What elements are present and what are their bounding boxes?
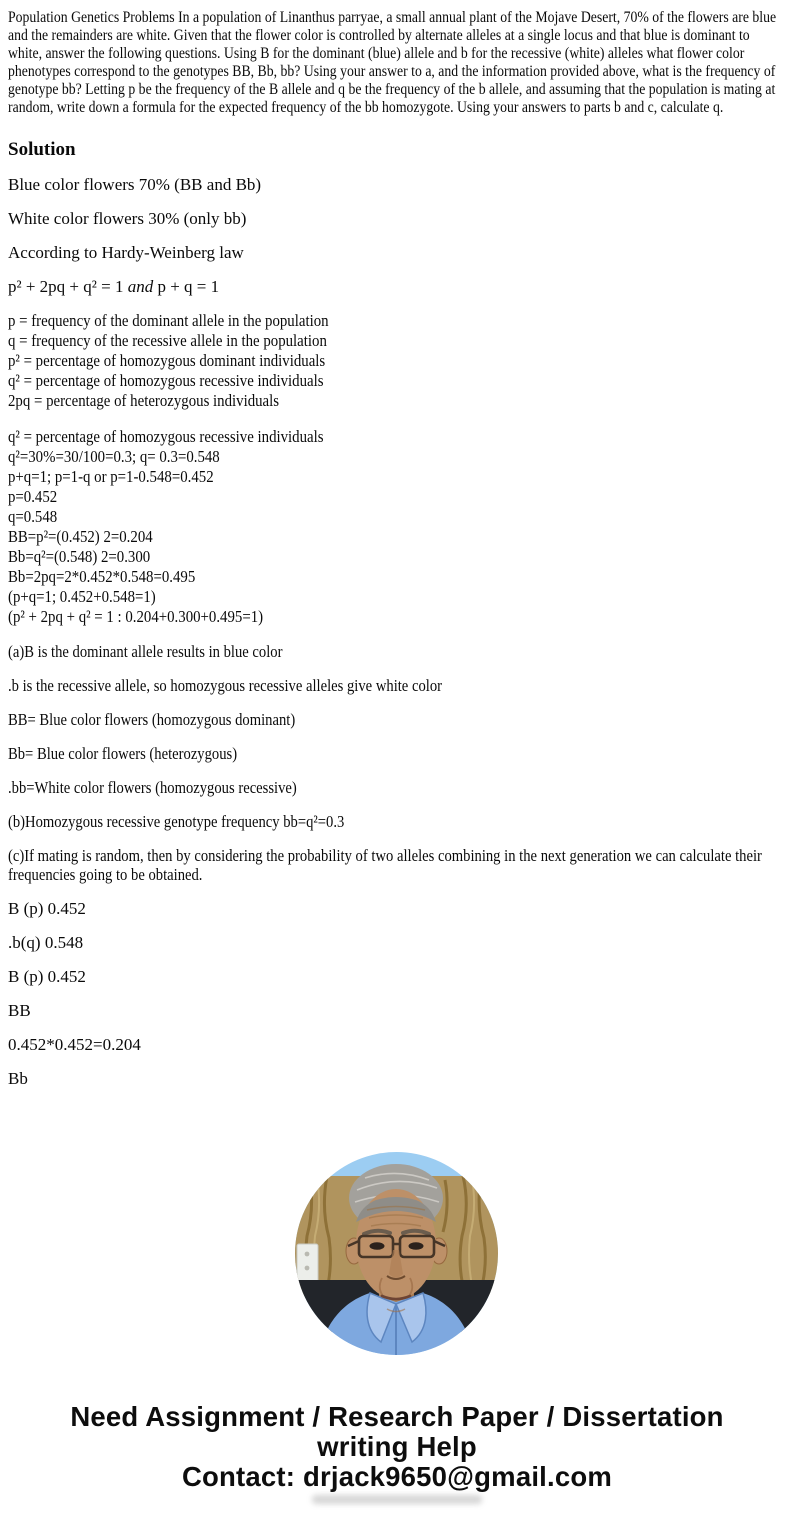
frequency-line: BB: [8, 1001, 31, 1020]
calculation-line: q²=30%=30/100=0.3; q= 0.3=0.548: [8, 447, 220, 466]
solution-line-blue: Blue color flowers 70% (BB and Bb): [8, 175, 262, 194]
calculation-line: BB=p²=(0.452) 2=0.204: [8, 527, 153, 546]
solution-line-law: According to Hardy-Weinberg law: [8, 243, 244, 262]
avatar: [295, 1152, 498, 1355]
formula-pre: p² + 2pq + q² = 1: [8, 277, 128, 296]
definition-line: p² = percentage of homozygous dominant individuals: [8, 351, 326, 370]
answer-c: (c)If mating is random, then by considering the probability of two alleles combining in the next generation we can calculate their frequencies going to be obtained.: [8, 846, 762, 884]
problem-statement: Population Genetics Problems In a population of Linanthus parryae, a small annual plant of the Mojave Desert, 70% of the flowers are blue and the remainders are white. Given that the flower color is controlled by alternate alleles at a single locus and that blue is dominant to white, answer the following questions. Using B for the dominant (blue) allele and b for the recessive (white) alleles what flower color phenotypes correspond to the genotypes BB, Bb, bb? Using your answer to a, and the information provided above, what is the frequency of genotype bb? Letting p be the frequency of the B allele and q be the frequency of the b allele, and assuming that the population is mating at random, write down a formula for the expected frequency of the bb homozygote. Using your answers to parts b and c, calculate q.: [8, 9, 777, 116]
solution-line-white: White color flowers 30% (only bb): [8, 209, 247, 228]
answer-b: (b)Homozygous recessive genotype frequency bb=q²=0.3: [8, 812, 345, 831]
calculation-line: Bb=q²=(0.548) 2=0.300: [8, 547, 151, 566]
calculation-line: p=0.452: [8, 487, 58, 506]
answer-bb-recessive: .bb=White color flowers (homozygous recessive): [8, 778, 297, 797]
formula-and-italic: and: [127, 277, 154, 296]
definition-line: q = frequency of the recessive allele in the population: [8, 331, 327, 350]
frequency-line: B (p) 0.452: [8, 899, 86, 918]
avatar-wall-panel: [297, 1244, 318, 1284]
calculation-line: (p+q=1; 0.452+0.548=1): [8, 587, 156, 606]
definition-line: 2pq = percentage of heterozygous individuals: [8, 391, 280, 410]
frequency-line: .b(q) 0.548: [8, 933, 84, 952]
answer-bb-hetero: Bb= Blue color flowers (heterozygous): [8, 744, 238, 763]
solution-heading: Solution: [8, 139, 76, 160]
contact-email: Contact: drjack9650@gmail.com: [182, 1461, 612, 1492]
frequency-line: 0.452*0.452=0.204: [8, 1035, 141, 1054]
calculations-block: [8, 427, 784, 627]
calculation-line: (p² + 2pq + q² = 1 : 0.204+0.300+0.495=1): [8, 607, 264, 626]
avatar-photo: [295, 1152, 498, 1355]
calculation-line: q=0.548: [8, 507, 58, 526]
footer-line-2: writing Help: [317, 1431, 477, 1462]
footer-banner: [0, 1402, 794, 1492]
faded-text-smudge: [312, 1495, 482, 1504]
answer-a: (a)B is the dominant allele results in blue color: [8, 642, 283, 661]
formula-post: p + q = 1: [153, 277, 220, 296]
frequency-line: Bb: [8, 1069, 28, 1088]
definition-line: q² = percentage of homozygous recessive individuals: [8, 371, 324, 390]
definitions-block: [8, 311, 784, 411]
answer-bb-dominant: BB= Blue color flowers (homozygous dominant): [8, 710, 296, 729]
footer-line-1: Need Assignment / Research Paper / Dissertation: [70, 1401, 724, 1432]
definition-line: p = frequency of the dominant allele in the population: [8, 311, 329, 330]
calculation-line: q² = percentage of homozygous recessive individuals: [8, 427, 324, 446]
frequency-line: B (p) 0.452: [8, 967, 86, 986]
calculation-line: Bb=2pq=2*0.452*0.548=0.495: [8, 567, 196, 586]
calculation-line: p+q=1; p=1-q or p=1-0.548=0.452: [8, 467, 214, 486]
hardy-weinberg-formula: [8, 277, 784, 296]
answer-a-recessive: .b is the recessive allele, so homozygous recessive alleles give white color: [8, 676, 443, 695]
